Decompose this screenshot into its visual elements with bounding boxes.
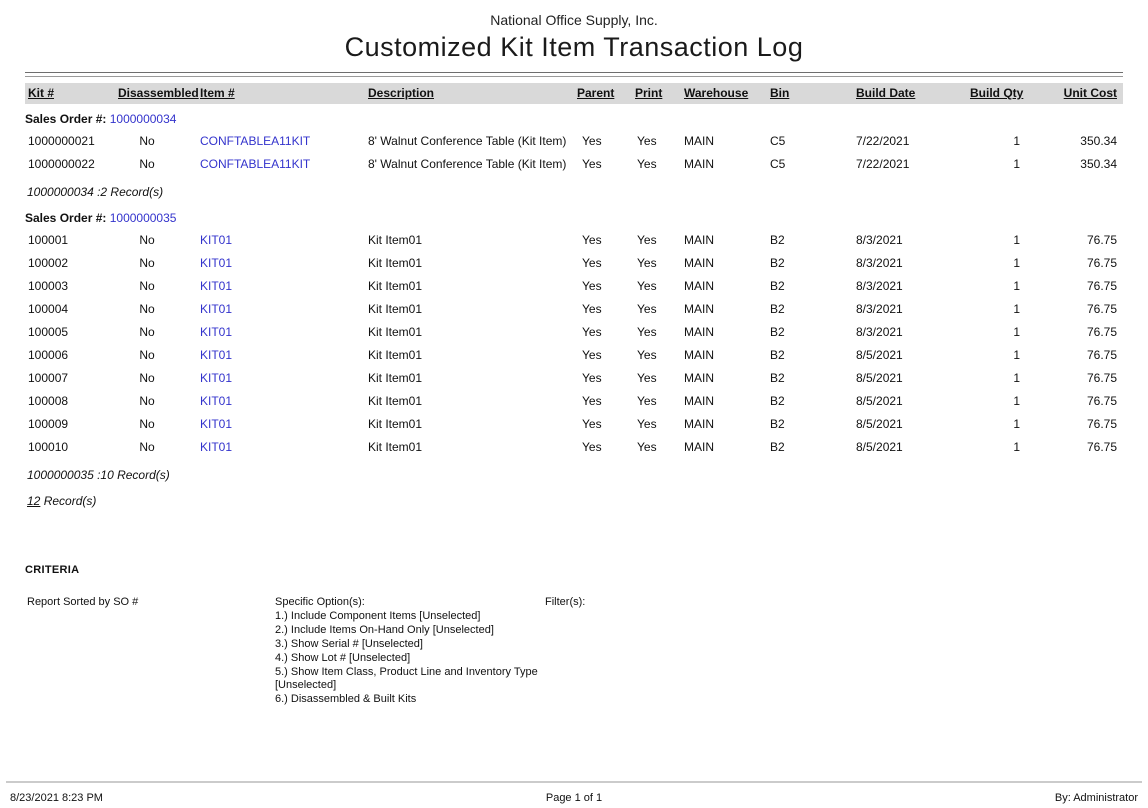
cell-print: Yes [637, 233, 657, 247]
report-title: Customized Kit Item Transaction Log [344, 32, 804, 62]
cell-disassembled: No [139, 348, 155, 362]
cell-print: Yes [637, 279, 657, 293]
cell-unit-cost: 76.75 [1086, 417, 1117, 431]
cell-print: Yes [637, 417, 657, 431]
cell-kit-number: 100010 [28, 440, 69, 454]
cell-build-qty: 1 [1013, 279, 1020, 293]
item-number-link[interactable]: KIT01 [200, 348, 233, 362]
cell-disassembled: No [139, 394, 155, 408]
cell-description: Kit Item01 [368, 348, 423, 362]
cell-build-date: 7/22/2021 [856, 134, 910, 148]
cell-unit-cost: 76.75 [1086, 325, 1117, 339]
cell-bin: B2 [770, 417, 785, 431]
cell-bin: B2 [770, 440, 785, 454]
table-row [25, 271, 1123, 294]
cell-bin: B2 [770, 279, 785, 293]
group-rows [25, 126, 1123, 172]
item-number-link[interactable]: KIT01 [200, 440, 233, 454]
cell-build-date: 8/5/2021 [856, 417, 903, 431]
cell-disassembled: No [139, 440, 155, 454]
cell-disassembled: No [139, 371, 155, 385]
cell-parent: Yes [582, 325, 602, 339]
page-footer [0, 781, 1148, 804]
cell-description: Kit Item01 [368, 394, 423, 408]
cell-unit-cost: 350.34 [1080, 134, 1117, 148]
cell-bin: B2 [770, 302, 785, 316]
footer-datetime: 8/23/2021 8:23 PM [10, 792, 103, 804]
item-number-link[interactable]: KIT01 [200, 371, 233, 385]
table-row [25, 149, 1123, 172]
cell-kit-number: 100001 [28, 233, 69, 247]
cell-parent: Yes [582, 348, 602, 362]
table-row [25, 317, 1123, 340]
sales-order-group [25, 104, 1123, 199]
cell-parent: Yes [582, 157, 602, 171]
column-header-item: Item # [200, 86, 235, 100]
cell-print: Yes [637, 325, 657, 339]
cell-unit-cost: 76.75 [1086, 279, 1117, 293]
cell-build-qty: 1 [1013, 256, 1020, 270]
cell-warehouse: MAIN [684, 325, 714, 339]
cell-kit-number: 100005 [28, 325, 69, 339]
column-header-bin: Bin [770, 86, 790, 100]
cell-build-date: 8/3/2021 [856, 279, 903, 293]
cell-parent: Yes [582, 302, 602, 316]
cell-bin: B2 [770, 233, 785, 247]
cell-bin: B2 [770, 394, 785, 408]
table-header-row [25, 83, 1123, 104]
total-record-count: 12 [27, 494, 41, 508]
cell-kit-number: 100004 [28, 302, 69, 316]
cell-bin: C5 [770, 134, 786, 148]
cell-description: Kit Item01 [368, 256, 423, 270]
cell-warehouse: MAIN [684, 279, 714, 293]
cell-build-date: 8/5/2021 [856, 394, 903, 408]
table-row [25, 409, 1123, 432]
criteria-option: 3.) Show Serial # [Unselected] [275, 637, 423, 650]
footer-printed-by: By: Administrator [1054, 792, 1138, 804]
cell-unit-cost: 76.75 [1086, 302, 1117, 316]
cell-build-date: 8/5/2021 [856, 440, 903, 454]
cell-kit-number: 100003 [28, 279, 69, 293]
total-record-label: Record(s) [40, 494, 97, 508]
cell-disassembled: No [139, 157, 155, 171]
cell-build-date: 8/5/2021 [856, 348, 903, 362]
table-row [25, 294, 1123, 317]
cell-kit-number: 100002 [28, 256, 69, 270]
cell-build-qty: 1 [1013, 325, 1020, 339]
criteria-option: 6.) Disassembled & Built Kits [275, 693, 417, 705]
sales-order-header [25, 104, 1123, 126]
cell-description: Kit Item01 [368, 371, 423, 385]
cell-parent: Yes [582, 417, 602, 431]
criteria-options-block [275, 596, 545, 707]
cell-bin: B2 [770, 371, 785, 385]
table-row [25, 225, 1123, 248]
cell-unit-cost: 76.75 [1086, 256, 1117, 270]
cell-print: Yes [637, 302, 657, 316]
column-header-print: Print [635, 86, 663, 100]
cell-build-qty: 1 [1013, 371, 1020, 385]
cell-build-date: 8/3/2021 [856, 302, 903, 316]
table-row [25, 386, 1123, 409]
item-number-link[interactable]: KIT01 [200, 256, 233, 270]
cell-warehouse: MAIN [684, 302, 714, 316]
cell-parent: Yes [582, 394, 602, 408]
cell-description: Kit Item01 [368, 302, 423, 316]
cell-description: Kit Item01 [368, 440, 423, 454]
cell-print: Yes [637, 134, 657, 148]
cell-description: 8' Walnut Conference Table (Kit Item) [368, 134, 567, 148]
cell-warehouse: MAIN [684, 233, 714, 247]
cell-bin: C5 [770, 157, 786, 171]
cell-kit-number: 100009 [28, 417, 69, 431]
cell-warehouse: MAIN [684, 348, 714, 362]
cell-build-qty: 1 [1013, 394, 1020, 408]
cell-disassembled: No [139, 233, 155, 247]
item-number-link[interactable]: KIT01 [200, 279, 233, 293]
cell-bin: B2 [770, 348, 785, 362]
footer-page-number: Page 1 of 1 [545, 792, 603, 804]
cell-warehouse: MAIN [684, 134, 714, 148]
cell-disassembled: No [139, 279, 155, 293]
cell-print: Yes [637, 440, 657, 454]
cell-print: Yes [637, 371, 657, 385]
column-header-disassembled: Disassembled [118, 86, 199, 100]
cell-build-qty: 1 [1013, 302, 1020, 316]
cell-description: Kit Item01 [368, 417, 423, 431]
cell-disassembled: No [139, 134, 155, 148]
sales-order-label: Sales Order #: [25, 211, 107, 225]
cell-description: Kit Item01 [368, 279, 423, 293]
cell-build-qty: 1 [1013, 348, 1020, 362]
cell-parent: Yes [582, 279, 602, 293]
item-number-link[interactable]: KIT01 [200, 417, 233, 431]
cell-unit-cost: 76.75 [1086, 371, 1117, 385]
table-row [25, 432, 1123, 455]
cell-disassembled: No [139, 417, 155, 431]
cell-warehouse: MAIN [684, 417, 714, 431]
column-header-build-qty: Build Qty [970, 86, 1024, 100]
criteria-option: 5.) Show Item Class, Product Line and Inventory Type [Unselected] [275, 665, 538, 691]
cell-unit-cost: 76.75 [1086, 440, 1117, 454]
item-number-link[interactable]: KIT01 [200, 302, 233, 316]
criteria-options-list [275, 610, 545, 707]
cell-print: Yes [637, 157, 657, 171]
footer-divider [6, 781, 1142, 783]
criteria-section [25, 596, 1123, 707]
cell-bin: B2 [770, 325, 785, 339]
sales-order-header [25, 203, 1123, 225]
cell-warehouse: MAIN [684, 256, 714, 270]
cell-unit-cost: 76.75 [1086, 348, 1117, 362]
cell-unit-cost: 76.75 [1086, 233, 1117, 247]
report-body [25, 72, 1123, 707]
cell-kit-number: 100007 [28, 371, 69, 385]
cell-build-date: 8/3/2021 [856, 233, 903, 247]
criteria-filters-label: Filter(s): [545, 596, 586, 608]
cell-bin: B2 [770, 256, 785, 270]
item-number-link[interactable]: CONFTABLEA11KIT [200, 134, 311, 148]
cell-parent: Yes [582, 440, 602, 454]
cell-disassembled: No [139, 256, 155, 270]
column-header-kit: Kit # [28, 86, 55, 100]
cell-print: Yes [637, 256, 657, 270]
cell-build-qty: 1 [1013, 134, 1020, 148]
criteria-option: 4.) Show Lot # [Unselected] [275, 651, 411, 664]
table-groups [25, 104, 1123, 482]
cell-unit-cost: 350.34 [1080, 157, 1117, 171]
cell-disassembled: No [139, 302, 155, 316]
cell-description: Kit Item01 [368, 325, 423, 339]
cell-description: 8' Walnut Conference Table (Kit Item) [368, 157, 567, 171]
title-divider [25, 72, 1123, 77]
cell-parent: Yes [582, 233, 602, 247]
cell-warehouse: MAIN [684, 371, 714, 385]
cell-build-qty: 1 [1013, 417, 1020, 431]
column-header-build-date: Build Date [856, 86, 916, 100]
item-number-link[interactable]: KIT01 [200, 325, 233, 339]
cell-kit-number: 100006 [28, 348, 69, 362]
column-header-description: Description [368, 86, 435, 100]
cell-unit-cost: 76.75 [1086, 394, 1117, 408]
cell-build-qty: 1 [1013, 440, 1020, 454]
cell-description: Kit Item01 [368, 233, 423, 247]
cell-kit-number: 100008 [28, 394, 69, 408]
cell-build-date: 8/3/2021 [856, 256, 903, 270]
cell-warehouse: MAIN [684, 157, 714, 171]
criteria-option: 1.) Include Component Items [Unselected] [275, 609, 481, 622]
table-row [25, 340, 1123, 363]
table-row [25, 363, 1123, 386]
item-number-link[interactable]: KIT01 [200, 394, 233, 408]
cell-print: Yes [637, 394, 657, 408]
cell-print: Yes [637, 348, 657, 362]
sales-order-number-link[interactable]: 1000000035 [109, 211, 177, 225]
cell-parent: Yes [582, 371, 602, 385]
cell-build-qty: 1 [1013, 233, 1020, 247]
sales-order-group [25, 203, 1123, 482]
cell-warehouse: MAIN [684, 394, 714, 408]
table-row [25, 126, 1123, 149]
cell-build-date: 7/22/2021 [856, 157, 910, 171]
item-number-link[interactable]: KIT01 [200, 233, 233, 247]
cell-disassembled: No [139, 325, 155, 339]
column-header-warehouse: Warehouse [684, 86, 749, 100]
sales-order-label: Sales Order #: [25, 112, 107, 126]
criteria-options-label: Specific Option(s): [275, 596, 365, 608]
criteria-option: 2.) Include Items On-Hand Only [Unselected] [275, 623, 494, 636]
cell-build-date: 8/5/2021 [856, 371, 903, 385]
report-total-records [25, 482, 1123, 508]
cell-warehouse: MAIN [684, 440, 714, 454]
cell-parent: Yes [582, 134, 602, 148]
group-record-summary: 1000000034 :2 Record(s) [27, 185, 164, 199]
group-rows [25, 225, 1123, 455]
criteria-heading: CRITERIA [25, 564, 80, 576]
criteria-sort-order: Report Sorted by SO # [27, 596, 139, 608]
table-row [25, 248, 1123, 271]
report-company-name: National Office Supply, Inc. [490, 12, 658, 28]
cell-kit-number: 1000000021 [28, 134, 95, 148]
sales-order-number-link[interactable]: 1000000034 [109, 112, 177, 126]
item-number-link[interactable]: CONFTABLEA11KIT [200, 157, 311, 171]
column-header-unit-cost: Unit Cost [1063, 86, 1117, 100]
cell-build-date: 8/3/2021 [856, 325, 903, 339]
cell-parent: Yes [582, 256, 602, 270]
column-header-parent: Parent [577, 86, 615, 100]
cell-kit-number: 1000000022 [28, 157, 95, 171]
group-record-summary: 1000000035 :10 Record(s) [27, 468, 170, 482]
cell-build-qty: 1 [1013, 157, 1020, 171]
